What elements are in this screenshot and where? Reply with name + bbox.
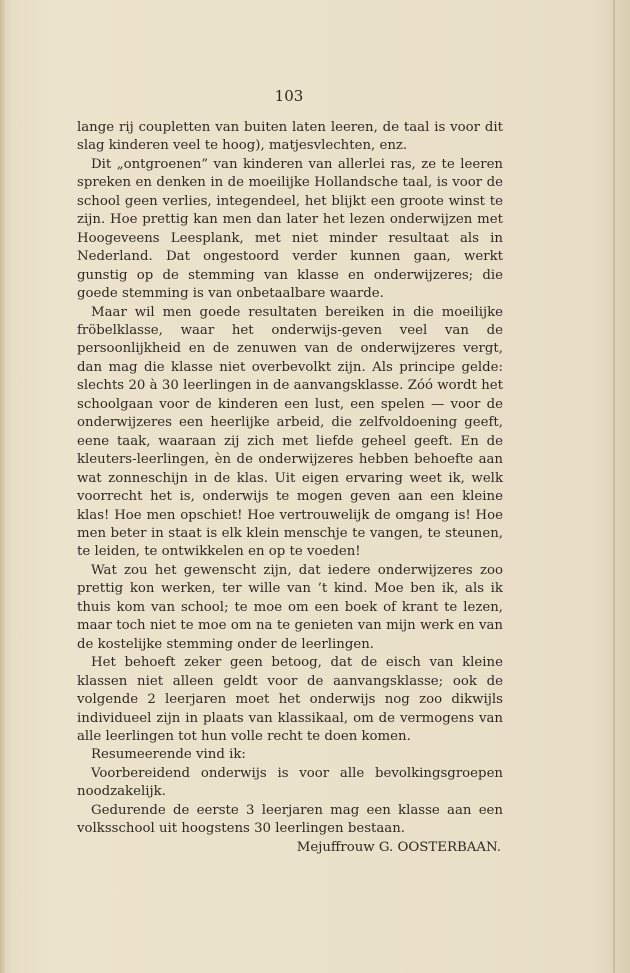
paragraph: lange rij coupletten van buiten laten leeren, de taal is voor dit slag kinderen veel te hoog), matjesvlechten, enz. [77,120,503,154]
page-number: 103 [274,87,304,105]
page-edge [613,0,615,973]
signature: Mejuffrouw G. OOSTERBAAN. [296,839,501,855]
paragraph: Wat zou het gewenscht zijn, dat iedere onderwijzeres zoo prettig kon werken, ter wille van ’t kind. Moe ben ik, als ik thuis kom van school; te moe om een boek of krant te lezen, maar toch niet te moe om na te genieten van mijn werk en van de kostelijke stemming onder de leerlingen. [77,562,503,652]
paragraph: Gedurende de eerste 3 leerjaren mag een klasse aan een volksschool uit hoogstens 30 leerlingen bestaan. [77,802,503,837]
binding-edge [0,0,5,973]
body-text [77,119,503,857]
paragraph: Het behoeft zeker geen betoog, dat de eisch van kleine klassen niet alleen geldt voor de aanvangsklasse; ook de volgende 2 leerjaren moet het onderwijs nog zoo dikwijls individueel zijn in plaats van klassikaal, om de vermogens van alle leerlingen tot hun volle recht te doen komen. [77,655,503,744]
paragraph: Maar wil men goede resultaten bereiken in die moeilijke fröbelklasse, waar het onderwijs-geven veel van de persoonlijkheid en de zenuwen van de onderwijzeres vergt, dan mag die klasse niet overbevolkt zijn. Als principe gelde: slechts 20 à 30 leerlingen in de aanvangsklasse. Zóó wordt het schoolgaan voor de kinderen een lust, een spelen — voor de onderwijzeres een heerlijke arbeid, die zelfvoldoening geeft, eene taak, waaraan zij zich met liefde geheel geeft. En de kleuters-leerlingen, èn de onderwijzeres hebben behoefte aan wat zonneschijn in de klas. Uit eigen ervaring weet ik, welk voorrecht het is, onderwijs te mogen geven aan een kleine klas! Hoe men opschiet! Hoe vertrouwelijk de omgang is! Hoe men beter in staat is elk klein menschje te vangen, te steunen, te leiden, te ontwikkelen en op te voeden! [77,304,503,560]
paragraph: Resumeerende vind ik: [91,747,246,763]
paragraph: Dit „ontgroenen” van kinderen van allerlei ras, ze te leeren spreken en denken in de moeilijke Hollandsche taal, is voor de school geen verlies, integendeel, het blijkt een groote winst te zijn. Hoe prettig kan men dan later het lezen onderwijzen met Hoogeveens Leesplank, met niet minder resultaat als in Nederland. Dat ongestoord verder kunnen gaan, werkt gunstig op de stemming van klasse en onderwijzeres; die goede stemming is van onbetaalbare waarde. [77,156,503,302]
paragraph: Voorbereidend onderwijs is voor alle bevolkingsgroepen noodzakelijk. [77,765,503,800]
